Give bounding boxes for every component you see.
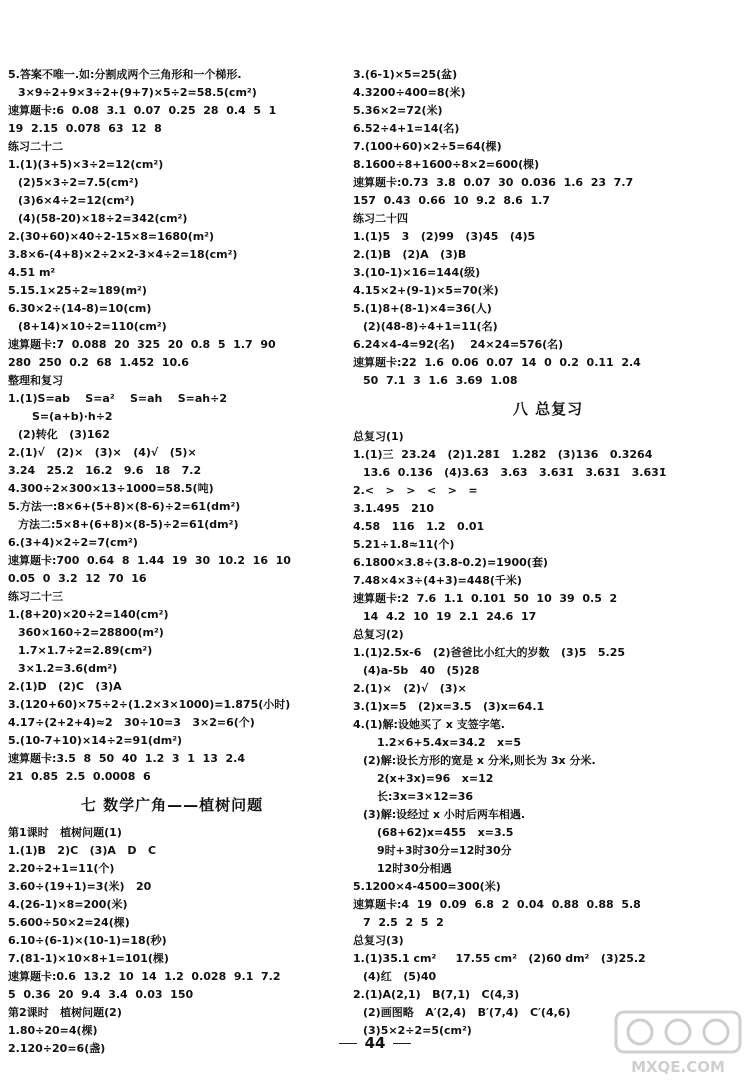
answer-line: (3)5×2÷2=5(cm²) xyxy=(363,1024,472,1037)
answer-line: 练习二十二 xyxy=(8,140,63,153)
section-title: 八 总复习 xyxy=(512,400,584,418)
answer-line: 50 7.1 3 1.6 3.69 1.08 xyxy=(363,374,518,387)
answer-line: 1.(1)35.1 cm² 17.55 cm² (2)60 dm² (3)25.2 xyxy=(353,952,646,965)
answer-line: 速算题卡:700 0.64 8 1.44 19 30 10.2 16 10 xyxy=(8,554,291,567)
answer-line: 1.(1)B 2)C (3)A D C xyxy=(8,844,157,857)
answer-line: (2)(48-8)÷4+1=11(名) xyxy=(363,320,498,333)
answer-line: (4)a-5b 40 (5)28 xyxy=(363,664,480,677)
answer-line: 3×1.2=3.6(dm²) xyxy=(18,662,118,675)
answer-line: 5.600÷50×2=24(棵) xyxy=(8,916,130,929)
answer-line: 3.1.495 210 xyxy=(353,502,435,515)
answer-line: 4.(26-1)×8=200(米) xyxy=(8,898,128,911)
answer-line: (68+62)x=455 x=3.5 xyxy=(377,826,514,839)
answer-line: (2)解:设长方形的宽是 x 分米,则长为 3x 分米. xyxy=(363,754,596,767)
answer-line: 练习二十四 xyxy=(353,212,408,225)
answer-line: 总复习(3) xyxy=(353,934,404,947)
answer-line: 5 0.36 20 9.4 3.4 0.03 150 xyxy=(8,988,194,1001)
answer-line: 2(x+3x)=96 x=12 xyxy=(377,772,494,785)
answer-line: 1.(1)S=ab S=a² S=ah S=ah÷2 xyxy=(8,392,227,405)
answer-line: 3.24 25.2 16.2 9.6 18 7.2 xyxy=(8,464,202,477)
answer-line: (4)红 (5)40 xyxy=(363,970,437,983)
answer-line: 速算题卡:22 1.6 0.06 0.07 14 0 0.2 0.11 2.4 xyxy=(353,356,641,369)
answer-line: (2)5×3÷2=7.5(cm²) xyxy=(18,176,139,189)
answer-line: 整理和复习 xyxy=(8,374,63,387)
answer-line: 2.(1)√ (2)× (3)× (4)√ (5)× xyxy=(8,446,197,459)
answer-line: 6.10÷(6-1)×(10-1)=18(秒) xyxy=(8,934,167,947)
page-number-dash-right xyxy=(393,1043,411,1044)
watermark-text: MXQE.COM xyxy=(631,1058,725,1076)
answer-line: (8+14)×10÷2=110(cm²) xyxy=(18,320,167,333)
answer-line: 第2课时 植树问题(2) xyxy=(8,1006,122,1019)
answer-line: 速算题卡:2 7.6 1.1 0.101 50 10 39 0.5 2 xyxy=(353,592,618,605)
answer-line: 5.答案不唯一.如:分割成两个三角形和一个梯形. xyxy=(8,68,242,81)
answer-line: 2.(30+60)×40÷2-15×8=1680(m²) xyxy=(8,230,215,243)
answer-line: 速算题卡:7 0.088 20 325 20 0.8 5 1.7 90 xyxy=(8,338,276,351)
answer-line: 4.(1)解:设她买了 x 支签字笔. xyxy=(353,718,505,731)
answer-line: 速算题卡:3.5 8 50 40 1.2 3 1 13 2.4 xyxy=(8,752,246,765)
answer-line: 1.7×1.7÷2=2.89(cm²) xyxy=(18,644,153,657)
answer-line: 1.(1)三 23.24 (2)1.281̇ 1.282 (3)136 0.3264 xyxy=(353,448,653,461)
answer-line: 4.3200÷400=8(米) xyxy=(353,86,466,99)
answer-line: (3)6×4÷2=12(cm²) xyxy=(18,194,135,207)
answer-line: 360×160÷2=28800(m²) xyxy=(18,626,164,639)
answer-line: 19 2.15 0.078 63 12 8 xyxy=(8,122,162,135)
answer-line: 4.17÷(2+2+4)≈2 30÷10=3 3×2=6(个) xyxy=(8,716,255,729)
answer-line: 2.120÷20=6(盏) xyxy=(8,1042,106,1055)
answer-line: 5.(10-7+10)×14÷2=91(dm²) xyxy=(8,734,183,747)
section-title: 七 数学广角——植树问题 xyxy=(80,796,264,814)
answer-line: 长:3x=3×12=36 xyxy=(377,790,474,803)
watermark-glyph-3 xyxy=(704,1020,728,1044)
answer-line: 1.(1)(3+5)×3÷2=12(cm²) xyxy=(8,158,164,171)
watermark-logo xyxy=(612,1010,744,1080)
answer-line: 总复习(1) xyxy=(353,430,404,443)
watermark-frame xyxy=(616,1012,740,1052)
answer-line: 0.05 0 3.2 12 70 16 xyxy=(8,572,147,585)
answer-line: S=(a+b)·h÷2 xyxy=(32,410,113,423)
answer-line: 3.(6-1)×5=25(盆) xyxy=(353,68,458,81)
answer-line: 3.(10-1)×16=144(级) xyxy=(353,266,481,279)
answer-line: 2.(1)D (2)C (3)A xyxy=(8,680,122,693)
answer-line: 速算题卡:6 0.08 3.1 0.07 0.25 28 0.4 5 1 xyxy=(8,104,277,117)
answer-line: 总复习(2) xyxy=(353,628,404,641)
answer-line: 3.8×6-(4+8)×2÷2×2-3×4÷2=18(cm²) xyxy=(8,248,238,261)
answer-line: 5.(1)8+(8-1)×4=36(人) xyxy=(353,302,492,315)
answer-line: 练习二十三 xyxy=(8,590,63,603)
answer-line: 第1课时 植树问题(1) xyxy=(8,826,122,839)
page-number-dash-left xyxy=(339,1043,357,1044)
answer-line: 方法二:5×8+(6+8)×(8-5)÷2=61(dm²) xyxy=(18,518,239,531)
answer-line: 1.(1)5 3 (2)99 (3)45 (4)5 xyxy=(353,230,536,243)
answer-line: 2.20÷2+1=11(个) xyxy=(8,862,115,875)
answer-line: 1.(1)2.5x-6 (2)爸爸比小红大的岁数 (3)5 5.25 xyxy=(353,646,626,659)
right-column xyxy=(353,66,743,1040)
answer-line: 4.15×2+(9-1)×5=70(米) xyxy=(353,284,499,297)
answer-line: 7.48×4×3÷(4+3)=448(千米) xyxy=(353,574,522,587)
answer-line: 6.1800×3.8÷(3.8-0.2)=1900(套) xyxy=(353,556,548,569)
answer-line: 7 2.5 2 5 2 xyxy=(363,916,444,929)
answer-line: 13.6 0.136 (4)3.6̇3̇ 3.63 3.631̇ 3.631̇ 3.631̇ xyxy=(363,466,667,479)
answer-line: 2.(1)A(2,1) B(7,1) C(4,3) xyxy=(353,988,520,1001)
answer-line: 速算题卡:0.6 13.2 10 14 1.2 0.028 9.1 7.2 xyxy=(8,970,281,983)
answer-line: 8.1600÷8+1600÷8×2=600(棵) xyxy=(353,158,540,171)
answer-line: 5.方法一:8×6+(5+8)×(8-6)÷2=61(dm²) xyxy=(8,500,241,513)
answer-line: 3.(120+60)×75÷2÷(1.2×3×1000)=1.875(小时) xyxy=(8,698,291,711)
answer-line: (2)转化 (3)162 xyxy=(18,428,110,441)
answer-line: 14 4.2 10 19 2.1 24.6 17 xyxy=(363,610,537,623)
answer-line: 6.30×2÷(14-8)=10(cm) xyxy=(8,302,152,315)
answer-line: 4.58 116 1.2 0.01 xyxy=(353,520,485,533)
watermark-glyph-1 xyxy=(628,1020,652,1044)
answer-line: 4.51 m² xyxy=(8,266,56,279)
answer-line: 速算题卡:4 19 0.09 6.8 2 0.04 0.88 0.88 5.8 xyxy=(353,898,641,911)
answer-line: (2)画图略 A′(2,4) B′(7,4) C′(4,6) xyxy=(363,1006,571,1019)
answer-line: 5.36×2=72(米) xyxy=(353,104,443,117)
answer-line: 157 0.43 0.66 10 9.2 8.6 1.7 xyxy=(353,194,550,207)
answer-line: 6.(3+4)×2÷2=7(cm²) xyxy=(8,536,138,549)
watermark-glyph-2 xyxy=(666,1020,690,1044)
answer-line: 6.24×4-4=92(名) 24×24=576(名) xyxy=(353,338,564,351)
answer-line: 2.(1)× (2)√ (3)× xyxy=(353,682,467,695)
answer-line: 速算题卡:0.73 3.8 0.07 30 0.036 1.6 23 7.7 xyxy=(353,176,634,189)
answer-line: (3)解:设经过 x 小时后两车相遇. xyxy=(363,808,526,821)
answer-line: 280 250 0.2 68 1.452 10.6 xyxy=(8,356,189,369)
answer-line: 4.300÷2×300×13÷1000=58.5(吨) xyxy=(8,482,214,495)
left-column xyxy=(8,66,336,1058)
answer-line: 1.80÷20=4(棵) xyxy=(8,1024,98,1037)
answer-line: 7.(81-1)×10×8+1=101(棵) xyxy=(8,952,169,965)
answer-line: 2.< > > < > = xyxy=(353,484,478,497)
answer-line: 3.(1)x=5 (2)x=3.5 (3)x=64.1 xyxy=(353,700,545,713)
page-number-text: 44 xyxy=(364,1034,386,1052)
answer-line: 1.2×6+5.4x=34.2 x=5 xyxy=(377,736,521,749)
answer-line: 5.21÷1.8≈11(个) xyxy=(353,538,455,551)
answer-line: 9时+3时30分=12时30分 xyxy=(377,844,512,857)
answer-line: (4)(58-20)×18÷2=342(cm²) xyxy=(18,212,188,225)
answer-line: 1.(8+20)×20÷2=140(cm²) xyxy=(8,608,169,621)
answer-line: 2.(1)B (2)A (3)B xyxy=(353,248,467,261)
answer-line: 5.1200×4-4500=300(米) xyxy=(353,880,501,893)
answer-line: 3×9÷2+9×3÷2+(9+7)×5÷2=58.5(cm²) xyxy=(18,86,257,99)
answer-line: 7.(100+60)×2÷5=64(棵) xyxy=(353,140,502,153)
answer-line: 12时30分相遇 xyxy=(377,862,452,875)
answer-line: 5.15.1×25÷2≈189(m²) xyxy=(8,284,147,297)
answer-line: 3.60÷(19+1)=3(米) 20 xyxy=(8,880,152,893)
answer-line: 21 0.85 2.5 0.0008 6 xyxy=(8,770,151,783)
answer-line: 6.52÷4+1=14(名) xyxy=(353,122,460,135)
